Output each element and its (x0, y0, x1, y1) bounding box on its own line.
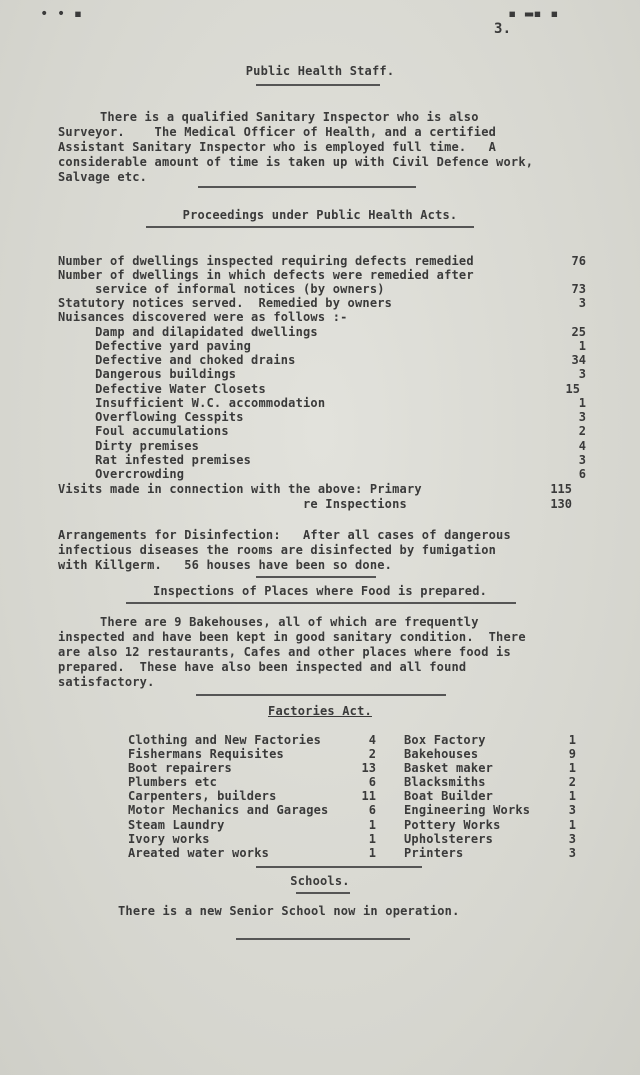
proceedings-heading: Proceedings under Public Health Acts. (182, 208, 458, 222)
page-number: 3. (494, 21, 512, 37)
disinfection-rule (256, 576, 376, 578)
food-heading: Inspections of Places where Food is prepared. (152, 584, 488, 598)
top-left-specks: • • ▪ (40, 6, 83, 22)
title-rule (256, 84, 380, 86)
schools-heading: Schools. (290, 874, 350, 888)
factories-heading: Factories Act. (268, 704, 372, 718)
food-rule (126, 602, 516, 604)
schools-rule (296, 892, 350, 894)
schools-text: There is a new Senior School now in operation. (118, 904, 460, 918)
proceedings-rule (146, 226, 474, 228)
section-divider (198, 186, 416, 188)
factories-divider (196, 694, 446, 696)
title: Public Health Staff. (245, 64, 395, 78)
top-right-specks: ▪ ▬▪ ▪ (508, 6, 559, 22)
bottom-rule (236, 938, 410, 940)
factories-rule (256, 866, 422, 868)
document-page: • • ▪ ▪ ▬▪ ▪ 3. Public Health Staff. There is a qualified Sanitary Inspector who is also Surveyor. The Medical Officer of Health, and a certified Assistant Sanitary Inspector who is employed full time. A considerable amount of time is taken up with Civil Defence work, Salvage etc. Proceedings under Public Health Acts. Number of dwellings inspected requiring defects remedied 76 Number of dwellings in which defects were remedied after service of informal notices (by owners) 73 Statutory notices served. Remedied by owners 3 Nuisances discovered were as follows :- Damp and dilapidated dwellings 25 Defective yard paving 1 Defective and choked drains 34 Dangerous buildings 3 Defective Water Closets 15 Insufficient W.C. accommodation 1 Overflowing Cesspits 3 Foul accumulations 2 Dirty premises 4 Rat infested premises 3 Overcrowding 6 Visits made in connection with the above: Primary 115 re Inspections 130 Arrangements for Disinfection: After all cases of dangerous infectious diseases the rooms are disinfected by fumigation with Killgerm. 56 houses have been so done. Inspections of Places where Food is prepared. There are 9 Bakehouses, all of which are frequently inspected and have been kept in good sanitary condition. There are also 12 restaurants, Cafes and other places where food is prepared. These have also been inspected and all found satisfactory. Factories Act. Clothing and New Factories 4 Fishermans Requisites 2 Boot repairers 13 Plumbers etc 6 Carpenters, builders 11 Motor Mechanics and Garages 6 Steam Laundry 1 Ivory works 1 Areated water works 1 Box Factory 1 Bakehouses 9 Basket maker 1 Blacksmiths 2 Boat Builder 1 Engineering Works 3 Pottery Works 1 Upholsterers 3 Printers 3 Schools. There is a new Senior School now in operation. (0, 0, 640, 1075)
